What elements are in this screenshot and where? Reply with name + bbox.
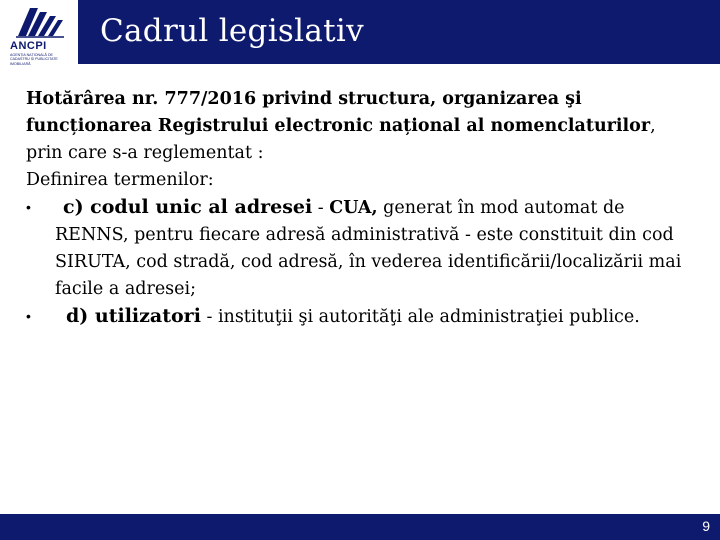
logo-wing-icon [12,2,66,40]
list-item [26,194,694,303]
intro-bold: Hotărârea nr. 777/2016 privind structura, organizarea şi funcționarea Registrului electronic național al nomenclaturilor [26,89,651,136]
term-separator: - [312,198,330,218]
list-item-text [55,303,694,331]
slide-title: Cadrul legislativ [100,13,364,49]
list-item-text [55,194,694,303]
header-bar [0,0,720,64]
logo-name: ANCPI [10,40,47,52]
bullet-icon: • [26,308,31,324]
term-cua-abbr: CUA, [329,198,378,218]
definitions-heading: Definirea termenilor: [26,170,214,190]
term-utilizatori: d) utilizatori [66,305,201,327]
term-cua: c) codul unic al adresei [63,196,313,218]
ancpi-logo [0,0,78,78]
term-cua-definition: generat în mod automat de RENNS, pentru fiecare adresă administrativă - este constituit din cod SIRUTA, cod stradă, cod adresă, în vederea identificării/localizării mai facile a adresei; [55,198,682,299]
slide-content [26,86,694,331]
term-utilizatori-definition: - instituţii şi autorităţi ale administraţiei publice. [200,307,640,327]
logo-subtitle: AGENȚIA NAȚIONALĂ DE CADASTRU ȘI PUBLICITATE IMOBILIARĂ [10,53,58,66]
intro-paragraph [26,86,694,167]
intro-rest: , prin care s-a reglementat : [26,116,656,163]
list-item [26,303,694,331]
footer-bar [0,514,720,540]
bullet-icon: • [26,199,31,215]
page-number: 9 [702,518,710,534]
